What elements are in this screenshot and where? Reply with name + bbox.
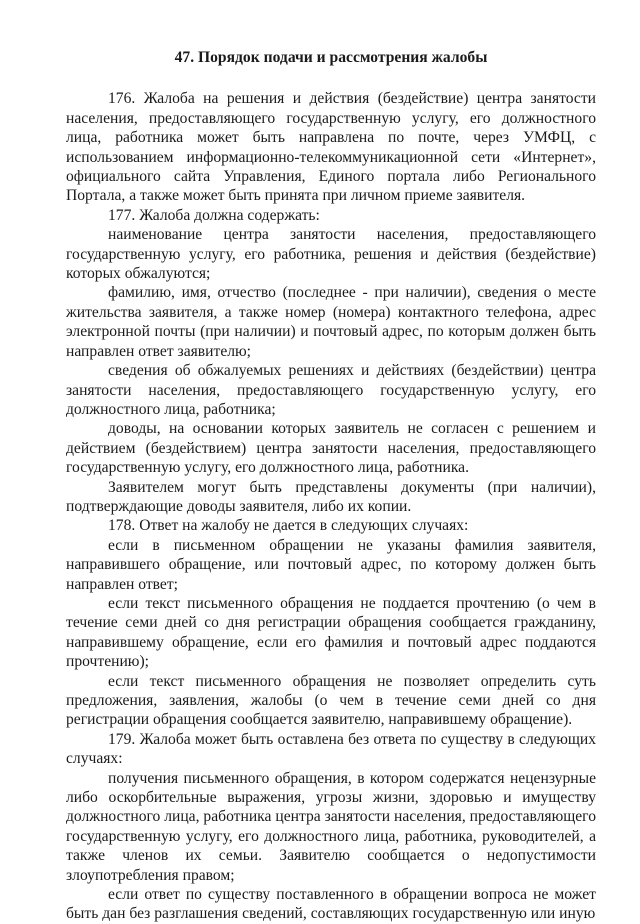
paragraph-177: 177. Жалоба должна содержать: — [108, 206, 320, 224]
list-item: наименование центра занятости населения, предоставляющего государственную услугу, его работника, решения и действия (бездействие) которых обжалуются; — [66, 226, 596, 283]
section-title: 47. Порядок подачи и рассмотрения жалобы — [174, 49, 488, 66]
list-item: если в письменном обращении не указаны фамилия заявителя, направившего обращение, или почтовый адрес, по которому должен быть направлен ответ; — [66, 536, 596, 593]
list-item: получения письменного обращения, в котором содержатся нецензурные либо оскорбительные выражения, угрозы жизни, здоровью и имуществу должностного лица, работника центра занятости населения, предоставляющего государственную услугу, его должностного лица, работника, руководителей, а также членов их семьи. Заявителю сообщается о недопустимости злоупотребления правом; — [66, 769, 596, 884]
list-item: сведения об обжалуемых решениях и действиях (бездействии) центра занятости населения, предоставляющего государственную услугу, его должностного лица, работника; — [66, 362, 596, 418]
paragraph-179: 179. Жалоба может быть оставлена без ответа по существу в следующих случаях: — [66, 730, 596, 768]
list-item: доводы, на основании которых заявитель не согласен с решением и действием (бездействием) центра занятости населения, предоставляющего государственную услугу, его должностного лица, работника. — [66, 420, 596, 477]
paragraph-documents: Заявителем могут быть представлены документы (при наличии), подтверждающие доводы заявителя, либо их копии. — [66, 478, 596, 515]
paragraph-176: 176. Жалоба на решения и действия (бездействие) центра занятости населения, предоставляющего государственную услугу, его должностного лица, работника может быть направлена по почте, через УМФЦ, с использованием информационно-телекоммуникационной сети «Интернет», официального сайта Управления, Единого портала либо Регионального Портала, а также может быть принята при личном приеме заявителя. — [66, 90, 596, 205]
paragraph-178: 178. Ответ на жалобу не дается в следующих случаях: — [108, 517, 469, 535]
list-item: если текст письменного обращения не позволяет определить суть предложения, заявления, жалобы (о чем в течение семи дней со дня регистрации обращения сообщается заявителю, направившему обращение). — [66, 672, 596, 729]
list-item: если текст письменного обращения не поддается прочтению (о чем в течение семи дней со дня регистрации обращения сообщается гражданину, направившему обращение, если его фамилия и почтовый адрес поддаются прочтению); — [66, 594, 596, 671]
list-item: фамилию, имя, отчество (последнее - при наличии), сведения о месте жительства заявителя, а также номер (номера) контактного телефона, адрес электронной почты (при наличии) и почтовый адрес, по которым должен быть направлен ответ заявителю; — [66, 284, 596, 360]
list-item: если ответ по существу поставленного в обращении вопроса не может быть дан без разглашения сведений, составляющих государственную или иную — [66, 886, 596, 923]
